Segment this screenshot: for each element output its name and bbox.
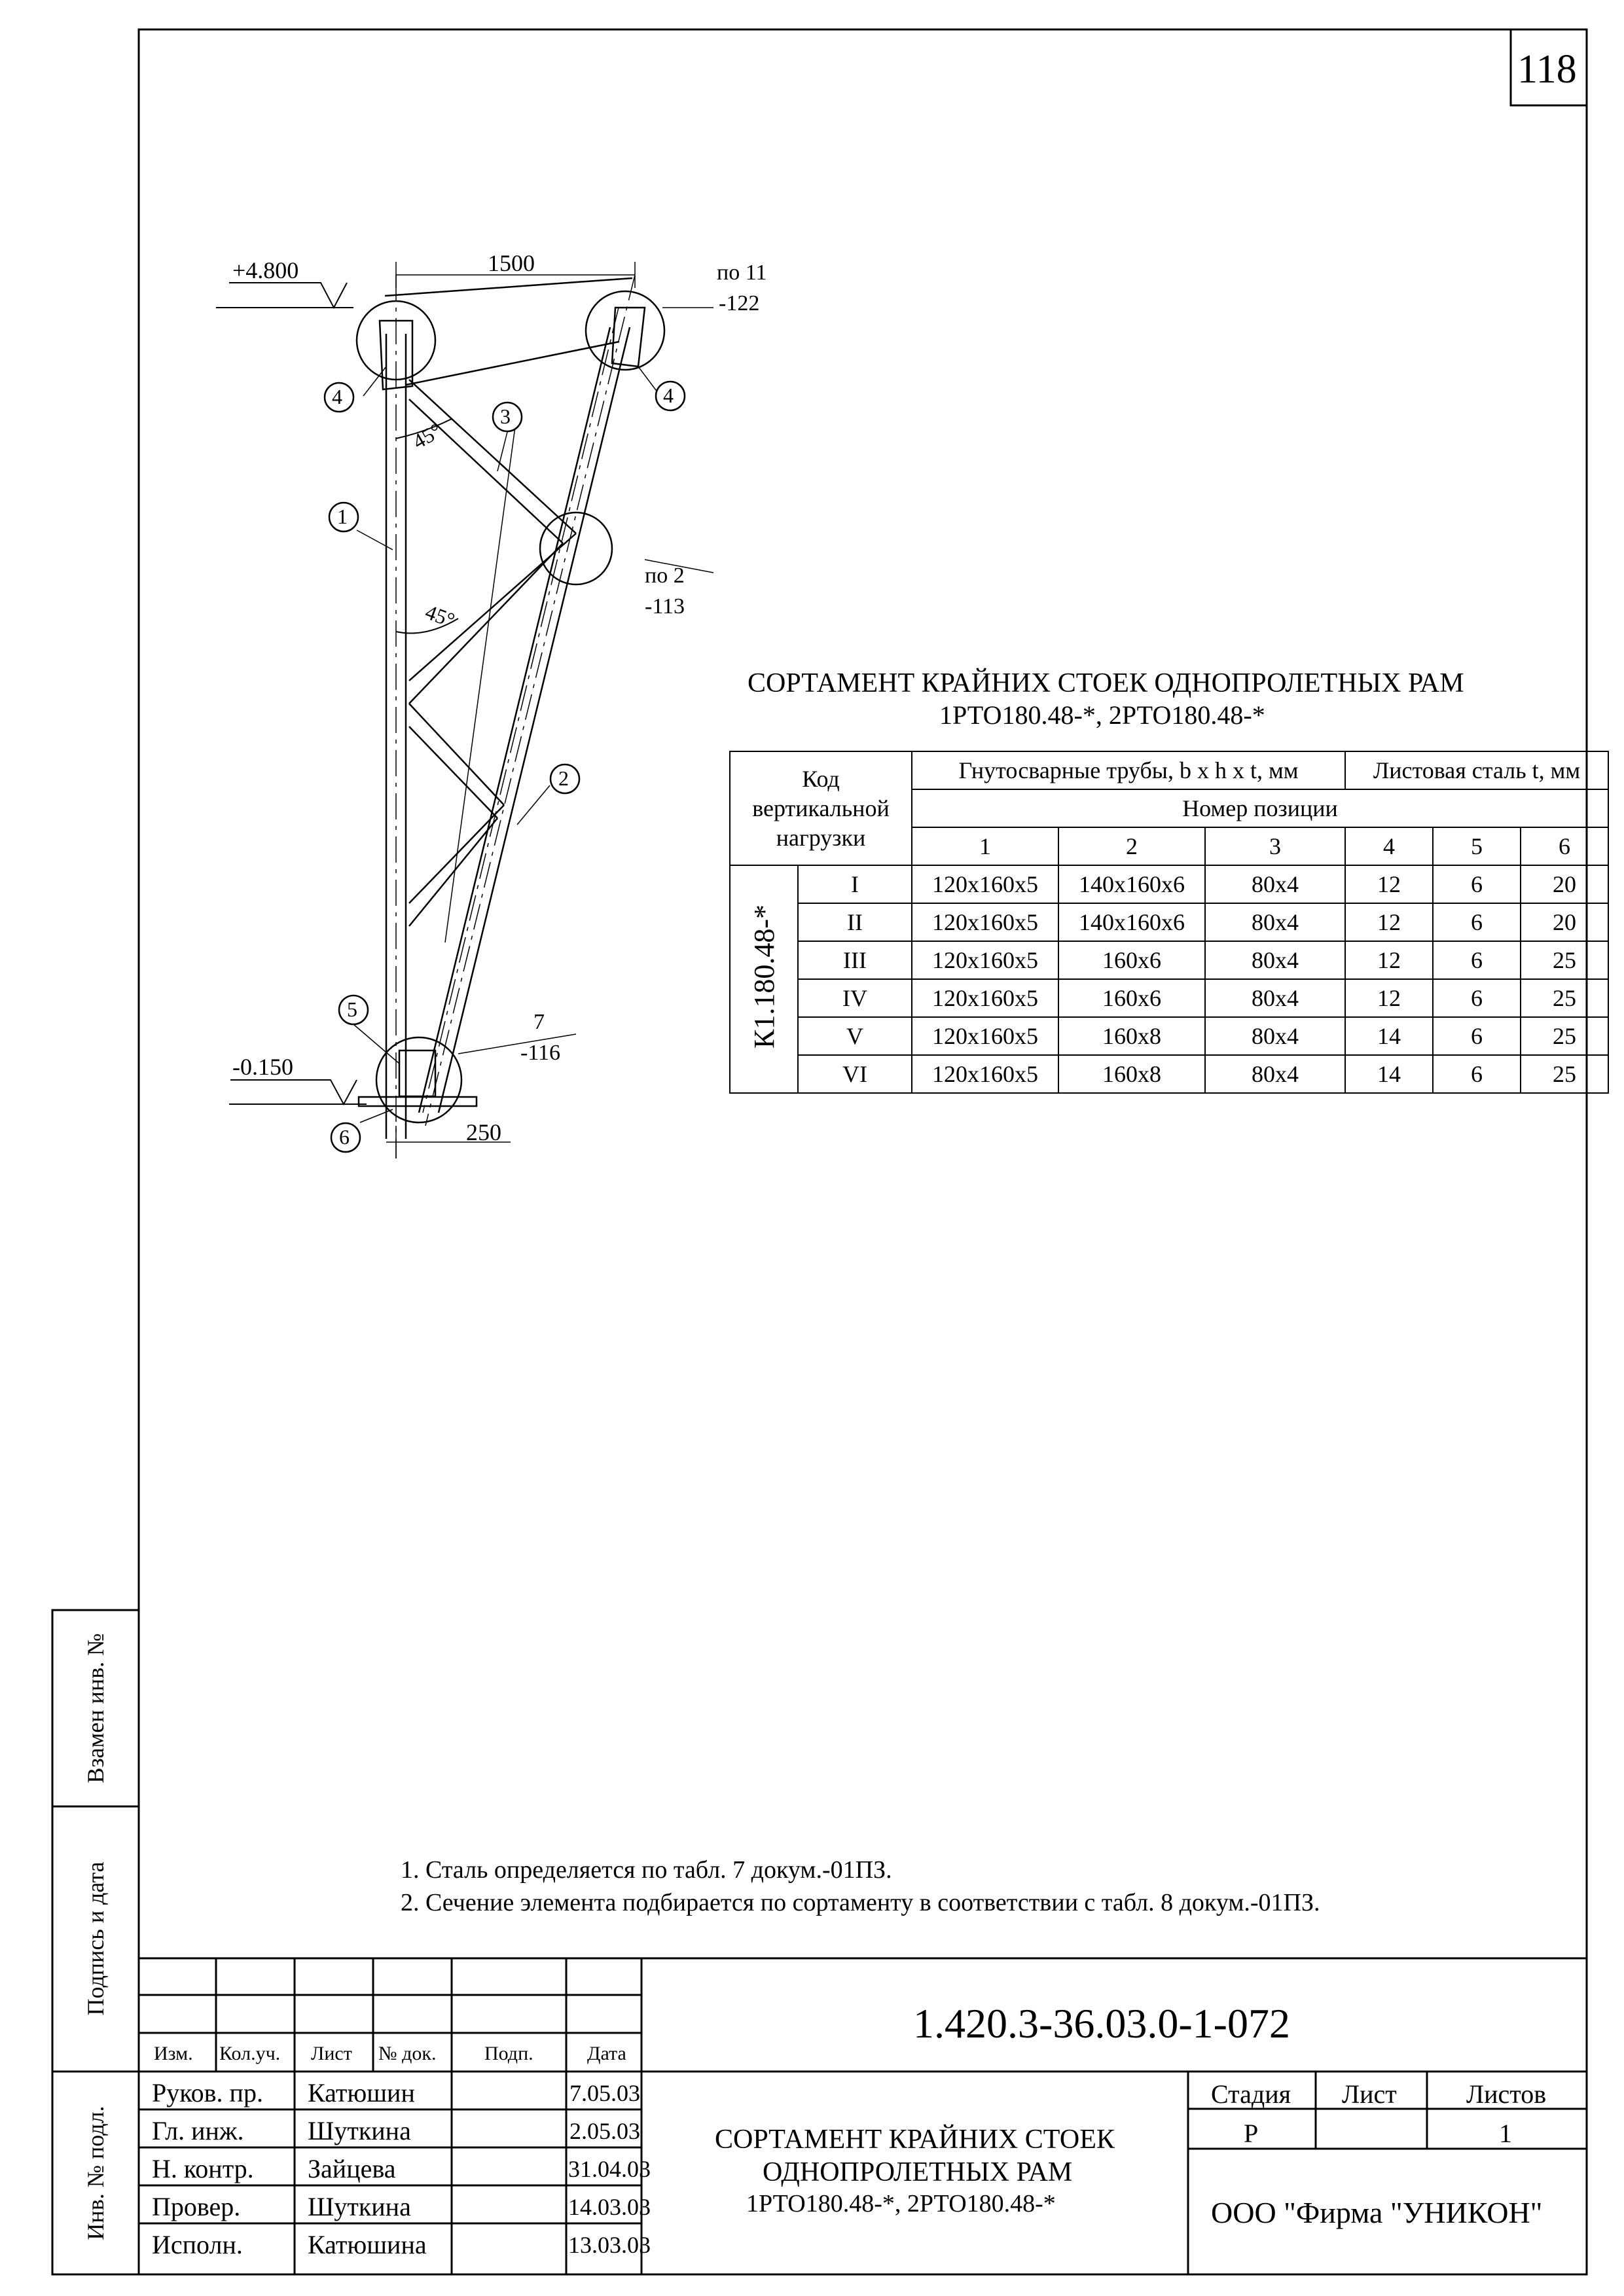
cell: 12	[1345, 979, 1433, 1017]
cell: 80x4	[1205, 1055, 1345, 1093]
table-row	[730, 1017, 1608, 1055]
cell: 6	[1433, 1017, 1521, 1055]
cell: 120x160x5	[912, 1017, 1058, 1055]
marker-1: 1	[337, 505, 348, 528]
cell: 160x8	[1058, 1055, 1205, 1093]
row-code: III	[798, 941, 912, 979]
cell: 160x6	[1058, 941, 1205, 979]
head-list: Лист	[311, 2043, 352, 2064]
marker-2: 2	[558, 766, 569, 790]
callout-base-b: -116	[520, 1041, 561, 1065]
date-3: 31.04.03	[568, 2156, 651, 2182]
header-sheet: Листовая сталь t, мм	[1345, 751, 1608, 789]
sheet-label: Лист	[1342, 2079, 1397, 2109]
header-code: Код вертикальной нагрузки	[730, 751, 912, 865]
cell: 6	[1433, 979, 1521, 1017]
cell: 12	[1345, 865, 1433, 903]
row-code: I	[798, 865, 912, 903]
angle-mid: 45°	[422, 600, 458, 632]
note-2: 2. Сечение элемента подбирается по сортаменту в соответствии с табл. 8 докум.-01ПЗ.	[401, 1889, 1320, 1916]
elevation-top: +4.800	[232, 257, 299, 283]
marker-5: 5	[347, 997, 357, 1021]
cell: 6	[1433, 903, 1521, 941]
cell: 120x160x5	[912, 865, 1058, 903]
header-pipes: Гнутосварные трубы, b x h x t, мм	[912, 751, 1345, 789]
stage-label: Стадия	[1211, 2079, 1291, 2109]
role-3: Н. контр.	[152, 2154, 254, 2183]
cell: 14	[1345, 1017, 1433, 1055]
table-row	[730, 903, 1608, 941]
callout-top-right-b: -122	[719, 291, 760, 315]
cell: 12	[1345, 903, 1433, 941]
side-replaced-inv: Взамен инв. №	[82, 1633, 109, 1784]
stamp-title-line2: ОДНОПРОЛЕТНЫХ РАМ	[763, 2157, 1073, 2187]
role-1: Руков. пр.	[152, 2078, 263, 2108]
sheet-number: 118	[1517, 47, 1577, 92]
cell: 25	[1521, 979, 1608, 1017]
cell: 80x4	[1205, 865, 1345, 903]
side-sign-date: Подпись и дата	[82, 1861, 109, 2016]
stamp-title-line3: 1РТО180.48-*, 2РТО180.48-*	[746, 2190, 1056, 2217]
group-label: К1.180.48-*	[730, 865, 798, 1093]
name-2: Шуткина	[308, 2116, 411, 2145]
cell: 25	[1521, 1055, 1608, 1093]
head-doc: № док.	[378, 2043, 437, 2064]
row-code: IV	[798, 979, 912, 1017]
cell: 14	[1345, 1055, 1433, 1093]
cell: 6	[1433, 941, 1521, 979]
position-2: 2	[1058, 827, 1205, 865]
cell: 12	[1345, 941, 1433, 979]
sheet-frame	[139, 29, 1587, 2274]
stamp-title-line1: СОРТАМЕНТ КРАЙНИХ СТОЕК	[715, 2125, 1115, 2155]
cell: 80x4	[1205, 1017, 1345, 1055]
position-4: 4	[1345, 827, 1433, 865]
position-1: 1	[912, 827, 1058, 865]
callout-top-right-a: по 11	[717, 260, 767, 285]
callout-mid-b: -113	[645, 594, 685, 619]
cell: 6	[1433, 1055, 1521, 1093]
cell: 160x6	[1058, 979, 1205, 1017]
cell: 140x160x6	[1058, 903, 1205, 941]
sortament-table	[729, 751, 1609, 1094]
cell: 80x4	[1205, 979, 1345, 1017]
stage-value: Р	[1244, 2119, 1259, 2148]
cell: 120x160x5	[912, 979, 1058, 1017]
cell: 25	[1521, 941, 1608, 979]
role-2: Гл. инж.	[152, 2116, 244, 2145]
position-3: 3	[1205, 827, 1345, 865]
marker-6: 6	[339, 1125, 350, 1149]
side-inv-orig: Инв. № подл.	[82, 2106, 109, 2240]
elevation-bottom: -0.150	[232, 1054, 293, 1080]
head-sign: Подп.	[484, 2043, 533, 2064]
dimension-width: 1500	[488, 250, 535, 276]
name-5: Катюшина	[308, 2230, 427, 2259]
role-5: Исполн.	[152, 2230, 243, 2259]
table-row	[730, 865, 1608, 903]
position-5: 5	[1433, 827, 1521, 865]
cell: 160x8	[1058, 1017, 1205, 1055]
note-1: 1. Сталь определяется по табл. 7 докум.-01ПЗ.	[401, 1856, 892, 1884]
position-markers	[325, 382, 685, 1152]
date-2: 2.05.03	[569, 2118, 640, 2144]
sheets-label: Листов	[1466, 2079, 1547, 2109]
role-4: Провер.	[152, 2192, 241, 2221]
position-6: 6	[1521, 827, 1608, 865]
table-title-line1: СОРТАМЕНТ КРАЙНИХ СТОЕК ОДНОПРОЛЕТНЫХ РАМ	[748, 668, 1464, 698]
column-drawing	[216, 262, 713, 1158]
marker-3: 3	[500, 404, 511, 428]
cell: 25	[1521, 1017, 1608, 1055]
cell: 20	[1521, 865, 1608, 903]
head-kol: Кол.уч.	[219, 2043, 281, 2064]
name-4: Шуткина	[308, 2192, 411, 2221]
cell: 140x160x6	[1058, 865, 1205, 903]
name-1: Катюшин	[308, 2078, 415, 2108]
head-date: Дата	[587, 2043, 626, 2064]
cell: 120x160x5	[912, 1055, 1058, 1093]
date-1: 7.05.03	[569, 2080, 640, 2106]
row-code: VI	[798, 1055, 912, 1093]
head-izm: Изм.	[154, 2043, 193, 2064]
angle-top: 45°	[408, 418, 446, 454]
table-row	[730, 979, 1608, 1017]
doc-code: 1.420.3-36.03.0-1-072	[913, 2000, 1290, 2047]
callout-mid-a: по 2	[645, 564, 685, 588]
marker-4-left: 4	[332, 385, 342, 408]
marker-4-right: 4	[663, 384, 674, 407]
date-4: 14.03.03	[568, 2194, 651, 2220]
cell: 6	[1433, 865, 1521, 903]
row-code: II	[798, 903, 912, 941]
table-row	[730, 941, 1608, 979]
table-title-line2: 1РТО180.48-*, 2РТО180.48-*	[939, 700, 1265, 730]
company-name: ООО "Фирма "УНИКОН"	[1211, 2196, 1543, 2229]
cell: 120x160x5	[912, 903, 1058, 941]
cell: 80x4	[1205, 941, 1345, 979]
callout-base-a: 7	[533, 1010, 545, 1034]
cell: 20	[1521, 903, 1608, 941]
header-position: Номер позиции	[912, 789, 1608, 827]
sheets-value: 1	[1499, 2119, 1512, 2148]
table-row	[730, 1055, 1608, 1093]
dimension-base: 250	[466, 1119, 501, 1145]
name-3: Зайцева	[308, 2154, 396, 2183]
cell: 120x160x5	[912, 941, 1058, 979]
row-code: V	[798, 1017, 912, 1055]
date-5: 13.03.03	[568, 2232, 651, 2258]
cell: 80x4	[1205, 903, 1345, 941]
